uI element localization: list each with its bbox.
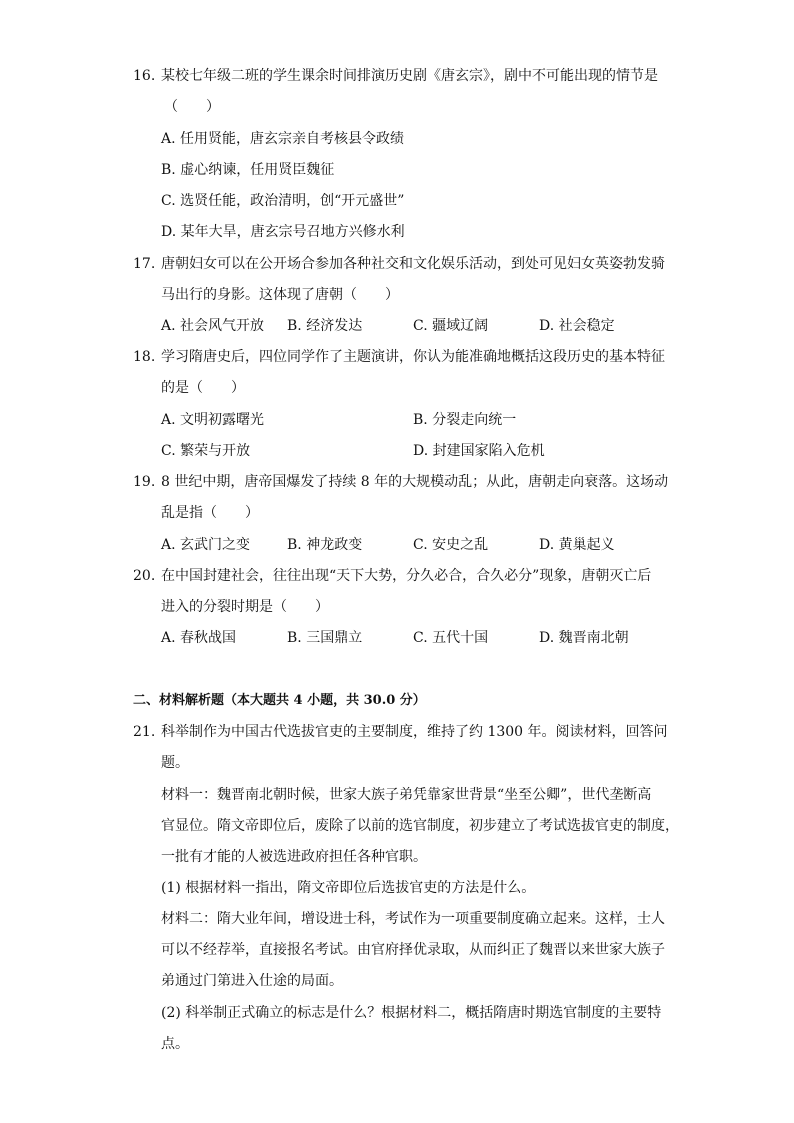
material-text-line: 可以不经荐举，直接报名考试。由官府择优录取，从而纠正了魏晋以来世家大族子 (161, 942, 665, 958)
option-a: A. 任用贤能，唐玄宗亲自考核县令政绩 (161, 131, 405, 147)
question-text-line: 马出行的身影。这体现了唐朝（ ） (161, 287, 399, 303)
material-text-line: 官显位。隋文帝即位后，废除了以前的选官制度，初步建立了考试选拔官吏的制度， (161, 818, 679, 834)
question-number: 21. (133, 724, 156, 740)
option-a: A. 玄武门之变 (161, 537, 251, 553)
option-b: B. 三国鼎立 (287, 630, 363, 646)
option-d: D. 社会稳定 (539, 318, 615, 334)
option-b: B. 神龙政变 (287, 537, 363, 553)
question-text-line: 在中国封建社会，往往出现“天下大势，分久必合，合久必分”现象，唐朝灭亡后 (161, 568, 652, 584)
question-text-line: 某校七年级二班的学生课余时间排演历史剧《唐玄宗》，剧中不可能出现的情节是 (161, 68, 658, 84)
option-d: D. 某年大旱，唐玄宗号召地方兴修水利 (161, 224, 405, 240)
option-d: D. 封建国家陷入危机 (413, 443, 545, 459)
question-text-line: 科举制作为中国古代选拔官吏的主要制度，维持了约 1300 年。阅读材料，回答问 (161, 724, 668, 740)
material-text-line: 一批有才能的人被选进政府担任各种官职。 (161, 849, 427, 865)
question-text-line: （ ） (164, 99, 220, 115)
question-text-line: 乱是指（ ） (161, 505, 259, 521)
option-d: D. 魏晋南北朝 (539, 630, 629, 646)
sub-question-line: (2) 科举制正式确立的标志是什么？根据材料二，概括隋唐时期选官制度的主要特 (161, 1005, 662, 1021)
option-a: A. 文明初露曙光 (161, 412, 265, 428)
option-b: B. 经济发达 (287, 318, 363, 334)
section-heading: 二、材料解析题（本大题共 4 小题，共 30.0 分） (133, 693, 426, 708)
question-number: 20. (133, 568, 156, 584)
question-number: 16. (133, 68, 156, 84)
question-text-line: 唐朝妇女可以在公开场合参加各种社交和文化娱乐活动，到处可见妇女英姿勃发骑 (161, 256, 665, 272)
question-text-line: 题。 (161, 755, 189, 771)
option-c: C. 安史之乱 (413, 537, 489, 553)
question-text-line: 的是（ ） (161, 380, 245, 396)
option-c: C. 疆域辽阔 (413, 318, 489, 334)
option-b: B. 虚心纳谏，任用贤臣魏征 (161, 162, 335, 178)
option-a: A. 春秋战国 (161, 630, 237, 646)
material-text-line: 弟通过门第进入仕途的局面。 (161, 973, 343, 989)
question-number: 17. (133, 256, 156, 272)
sub-question-line: (1) 根据材料一指出，隋文帝即位后选拔官吏的方法是什么。 (161, 880, 536, 896)
option-c: C. 选贤任能，政治清明，创“开元盛世” (161, 193, 405, 209)
option-d: D. 黄巢起义 (539, 537, 615, 553)
sub-question-line: 点。 (161, 1036, 189, 1052)
option-a: A. 社会风气开放 (161, 318, 265, 334)
material-text-line: 材料一：魏晋南北朝时候，世家大族子弟凭靠家世背景“坐至公卿”，世代垄断高 (161, 787, 652, 803)
question-text-line: 学习隋唐史后，四位同学作了主题演讲，你认为能准确地概括这段历史的基本特征 (161, 349, 665, 365)
question-text-line: 8 世纪中期，唐帝国爆发了持续 8 年的大规模动乱；从此，唐朝走向衰落。这场动 (161, 474, 669, 490)
option-b: B. 分裂走向统一 (413, 412, 517, 428)
option-c: C. 五代十国 (413, 630, 489, 646)
question-number: 18. (133, 349, 156, 365)
material-text-line: 材料二：隋大业年间，增设进士科，考试作为一项重要制度确立起来。这样，士人 (161, 911, 665, 927)
option-c: C. 繁荣与开放 (161, 443, 251, 459)
question-number: 19. (133, 474, 156, 490)
question-text-line: 进入的分裂时期是（ ） (161, 599, 329, 615)
